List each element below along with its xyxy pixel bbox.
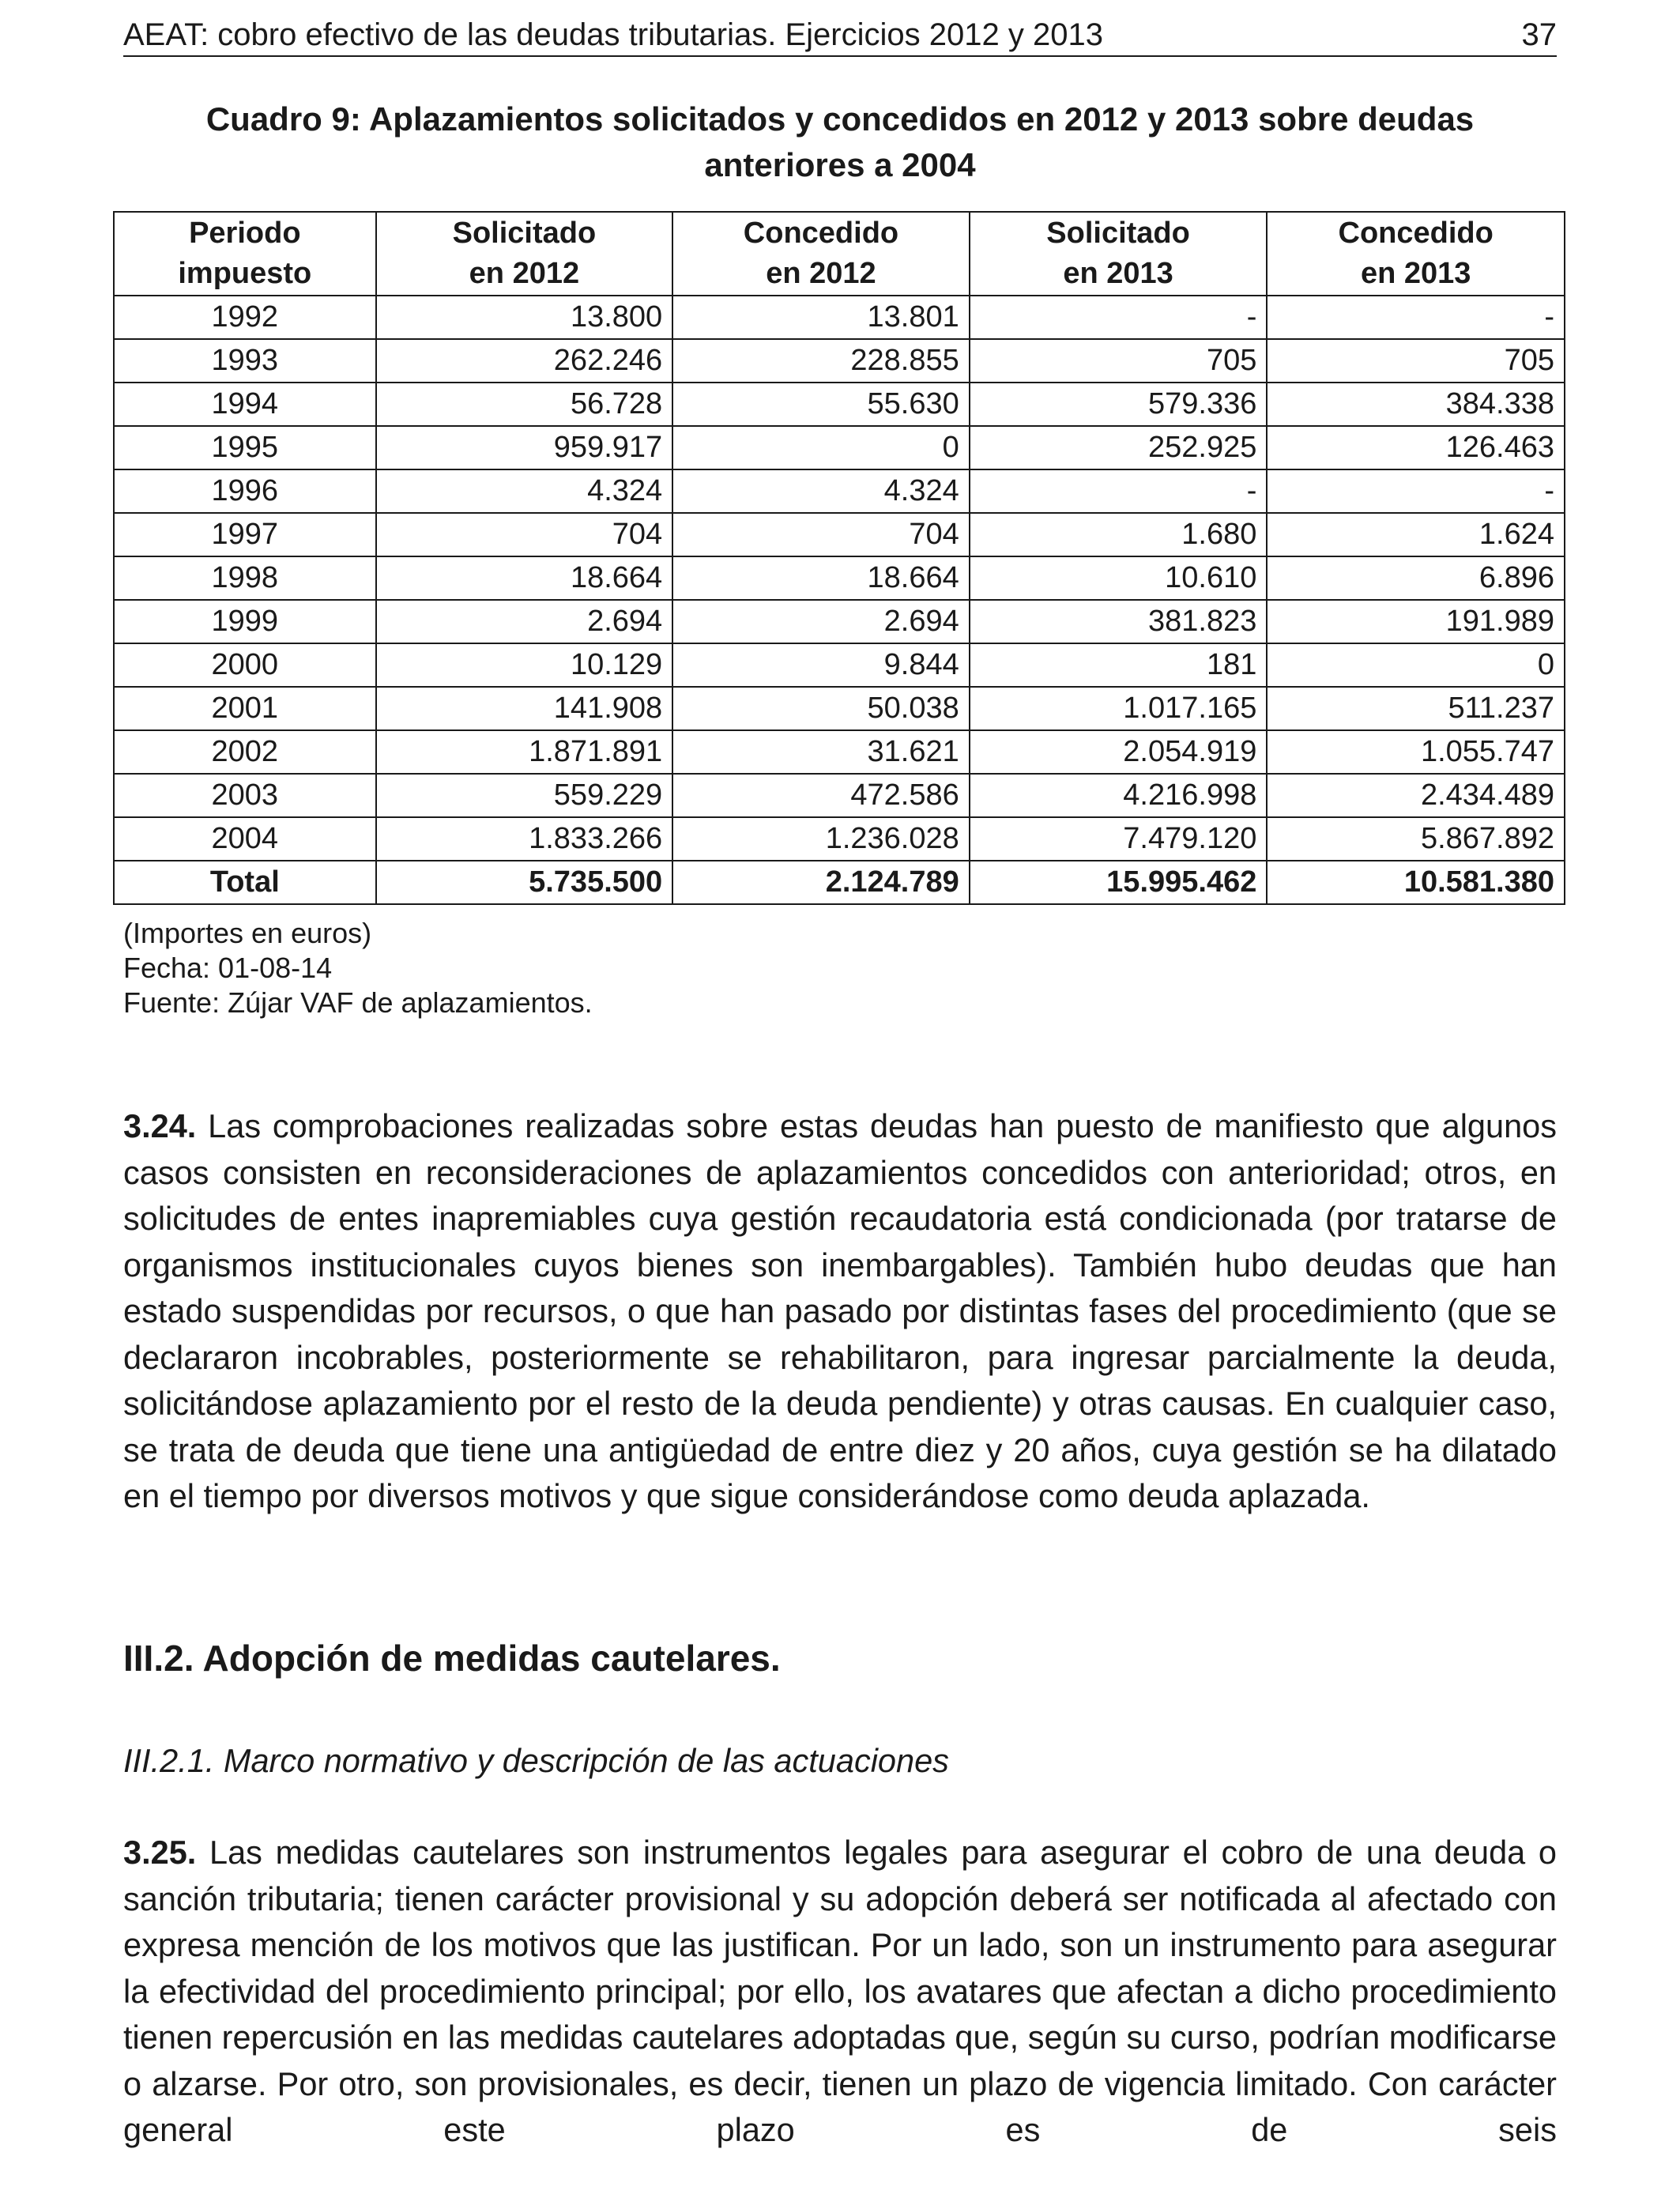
amount-cell: 705	[970, 339, 1268, 383]
table-row	[114, 426, 1565, 469]
page-header	[123, 14, 1557, 57]
amount-cell: 2.434.489	[1267, 774, 1565, 817]
amount-cell: 7.479.120	[970, 817, 1268, 861]
table-row	[114, 817, 1565, 861]
table-row	[114, 339, 1565, 383]
amount-cell: 1.055.747	[1267, 730, 1565, 774]
amount-cell: 56.728	[376, 383, 673, 426]
amount-cell: 0	[1267, 643, 1565, 687]
table-header-row	[114, 212, 1565, 296]
period-cell: 1994	[114, 383, 376, 426]
table-row	[114, 383, 1565, 426]
amount-cell: 10.581.380	[1267, 861, 1565, 904]
units-note: (Importes en euros)	[123, 917, 372, 949]
amount-cell: 191.989	[1267, 600, 1565, 643]
amount-cell: 559.229	[376, 774, 673, 817]
amount-cell: 5.735.500	[376, 861, 673, 904]
amount-cell: 472.586	[672, 774, 970, 817]
amount-cell: 228.855	[672, 339, 970, 383]
amount-cell: 1.624	[1267, 513, 1565, 556]
paragraph-text: Las medidas cautelares son instrumentos legales para asegurar el cobro de una deuda o sanción tributaria; tienen carácter provisional y su adopción deberá ser notificada al afectado con expresa mención de los motivos que las justifican. Por un lado, son un instrumento para asegurar la efectividad del procedimiento principal; por ello, los avatares que afectan a dicho procedimiento tienen repercusión en las medidas cautelares adoptadas que, según su curso, podrían modificarse o alzarse. Por otro, son provisionales, es decir, tienen un plazo de vigencia limitado. Con carácter general este plazo es de seis	[123, 1834, 1557, 2148]
amount-cell: 381.823	[970, 600, 1268, 643]
amount-cell: 18.664	[672, 556, 970, 600]
table-notes	[123, 916, 593, 1020]
table-row	[114, 296, 1565, 339]
amount-cell: 2.694	[376, 600, 673, 643]
table-row	[114, 513, 1565, 556]
column-header: Solicitado en 2012	[376, 212, 673, 296]
amount-cell: 1.236.028	[672, 817, 970, 861]
amount-cell: -	[970, 469, 1268, 513]
paragraph-3-25	[123, 1830, 1557, 2154]
period-cell: 2001	[114, 687, 376, 730]
paragraph-text: Las comprobaciones realizadas sobre estas deudas han puesto de manifiesto que algunos casos consisten en reconsideraciones de aplazamientos concedidos con anterioridad; otros, en solicitudes de entes inapremiables cuya gestión recaudatoria está condicionada (por tratarse de organismos institucionales cuyos bienes son inembargables). También hubo deudas que han estado suspendidas por recursos, o que han pasado por distintas fases del procedimiento (que se declararon incobrables, posteriormente se rehabilitaron, para ingresar parcialmente la deuda, solicitándose aplazamiento por el resto de la deuda pendiente) y otras causas. En cualquier caso, se trata de deuda que tiene una antigüedad de entre diez y 20 años, cuya gestión se ha dilatado en el tiempo por diversos motivos y que sigue considerándose como deuda aplazada.	[123, 1107, 1557, 1514]
amount-cell: 55.630	[672, 383, 970, 426]
paragraph-number: 3.24.	[123, 1107, 197, 1144]
deferrals-table	[113, 211, 1565, 905]
amount-cell: 4.324	[376, 469, 673, 513]
amount-cell: 579.336	[970, 383, 1268, 426]
amount-cell: 10.610	[970, 556, 1268, 600]
column-header: Periodo impuesto	[114, 212, 376, 296]
amount-cell: 31.621	[672, 730, 970, 774]
table-row	[114, 643, 1565, 687]
amount-cell: 13.800	[376, 296, 673, 339]
amount-cell: 705	[1267, 339, 1565, 383]
amount-cell: 18.664	[376, 556, 673, 600]
period-cell: 2000	[114, 643, 376, 687]
table-row	[114, 469, 1565, 513]
running-title: AEAT: cobro efectivo de las deudas tributarias. Ejercicios 2012 y 2013	[123, 17, 1103, 52]
amount-cell: 126.463	[1267, 426, 1565, 469]
paragraph-3-24	[123, 1103, 1557, 1520]
amount-cell: 2.124.789	[672, 861, 970, 904]
table-caption	[123, 96, 1557, 188]
amount-cell: 511.237	[1267, 687, 1565, 730]
period-cell: 1999	[114, 600, 376, 643]
page-number: 37	[1521, 17, 1557, 52]
amount-cell: 959.917	[376, 426, 673, 469]
amount-cell: 4.324	[672, 469, 970, 513]
period-cell: 1995	[114, 426, 376, 469]
amount-cell: 141.908	[376, 687, 673, 730]
amount-cell: 15.995.462	[970, 861, 1268, 904]
amount-cell: -	[1267, 469, 1565, 513]
table-body	[114, 296, 1565, 904]
paragraph-number: 3.25.	[123, 1834, 197, 1871]
amount-cell: 1.017.165	[970, 687, 1268, 730]
amount-cell: 0	[672, 426, 970, 469]
table-row	[114, 730, 1565, 774]
period-cell: 1998	[114, 556, 376, 600]
amount-cell: 6.896	[1267, 556, 1565, 600]
amount-cell: 384.338	[1267, 383, 1565, 426]
column-header: Solicitado en 2013	[970, 212, 1268, 296]
amount-cell: 13.801	[672, 296, 970, 339]
amount-cell: 704	[672, 513, 970, 556]
amount-cell: 1.871.891	[376, 730, 673, 774]
period-cell: Total	[114, 861, 376, 904]
amount-cell: 50.038	[672, 687, 970, 730]
period-cell: 2004	[114, 817, 376, 861]
column-header: Concedido en 2013	[1267, 212, 1565, 296]
amount-cell: 181	[970, 643, 1268, 687]
column-header: Concedido en 2012	[672, 212, 970, 296]
amount-cell: 2.054.919	[970, 730, 1268, 774]
amount-cell: 4.216.998	[970, 774, 1268, 817]
table-row	[114, 774, 1565, 817]
amount-cell: 5.867.892	[1267, 817, 1565, 861]
period-cell: 1993	[114, 339, 376, 383]
caption-line-1: Cuadro 9: Aplazamientos solicitados y concedidos en 2012 y 2013 sobre deudas	[205, 100, 1475, 138]
table-row	[114, 600, 1565, 643]
amount-cell: 9.844	[672, 643, 970, 687]
date-note: Fecha: 01-08-14	[123, 952, 333, 984]
table-row	[114, 687, 1565, 730]
amount-cell: 704	[376, 513, 673, 556]
period-cell: 1992	[114, 296, 376, 339]
amount-cell: -	[1267, 296, 1565, 339]
source-note: Fuente: Zújar VAF de aplazamientos.	[123, 986, 593, 1019]
amount-cell: 1.833.266	[376, 817, 673, 861]
section-heading: III.2. Adopción de medidas cautelares.	[123, 1638, 781, 1679]
amount-cell: 252.925	[970, 426, 1268, 469]
table-row	[114, 556, 1565, 600]
amount-cell: -	[970, 296, 1268, 339]
period-cell: 2002	[114, 730, 376, 774]
amount-cell: 10.129	[376, 643, 673, 687]
subsection-heading: III.2.1. Marco normativo y descripción de las actuaciones	[123, 1742, 949, 1779]
period-cell: 1997	[114, 513, 376, 556]
period-cell: 1996	[114, 469, 376, 513]
table-total-row	[114, 861, 1565, 904]
amount-cell: 262.246	[376, 339, 673, 383]
amount-cell: 2.694	[672, 600, 970, 643]
caption-line-2: anteriores a 2004	[704, 146, 976, 183]
period-cell: 2003	[114, 774, 376, 817]
amount-cell: 1.680	[970, 513, 1268, 556]
